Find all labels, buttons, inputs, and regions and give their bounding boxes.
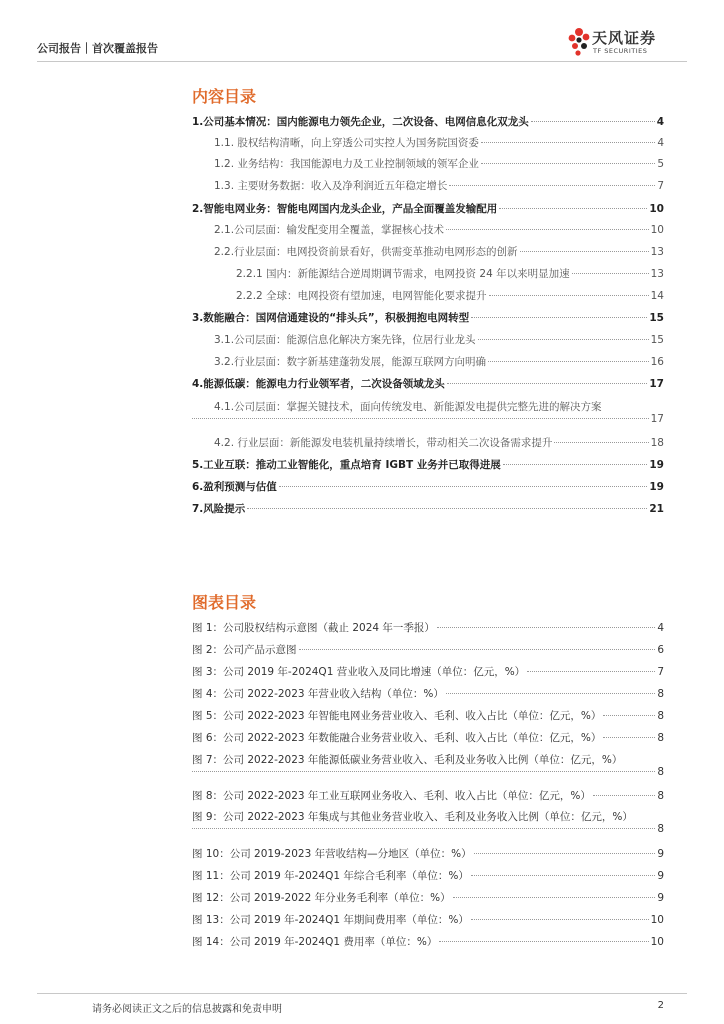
toc-item-text: 3.数能融合：国网信通建设的“排头兵”，积极拥抱电网转型 bbox=[192, 312, 470, 324]
logo-text-en: TF SECURITIES bbox=[593, 47, 648, 55]
figure-item[interactable] bbox=[192, 686, 664, 701]
figure-item-text: 图 5：公司 2022-2023 年智能电网业务营业收入、毛利、收入占比（单位：亿元，%） bbox=[192, 710, 602, 722]
figure-item-continuation bbox=[192, 823, 664, 835]
figure-item-page: 8 bbox=[657, 710, 664, 722]
page-number: 2 bbox=[657, 1000, 664, 1011]
flower-logo-icon bbox=[566, 25, 592, 59]
dot-leader bbox=[603, 737, 655, 738]
figure-item[interactable] bbox=[192, 868, 664, 883]
figure-item-page: 6 bbox=[657, 644, 664, 656]
toc-item-page: 17 bbox=[650, 413, 664, 425]
toc-item-page: 14 bbox=[650, 290, 664, 302]
dot-leader bbox=[593, 795, 655, 796]
figure-item-wrapped[interactable] bbox=[192, 809, 664, 824]
dot-leader bbox=[603, 715, 655, 716]
toc-item-text: 1.2. 业务结构：我国能源电力及工业控制领域的领军企业 bbox=[214, 158, 479, 170]
dot-leader bbox=[192, 771, 655, 772]
toc-item-text: 6.盈利预测与估值 bbox=[192, 481, 277, 493]
toc-item-page: 21 bbox=[649, 503, 664, 515]
figure-item-page: 7 bbox=[657, 666, 664, 678]
dot-leader bbox=[437, 627, 655, 628]
figure-item-continuation bbox=[192, 766, 664, 778]
toc-item-page: 17 bbox=[649, 378, 664, 390]
toc-item-text: 1.1. 股权结构清晰，向上穿透公司实控人为国务院国资委 bbox=[214, 137, 479, 149]
footer-disclaimer: 请务必阅读正文之后的信息披露和免责申明 bbox=[92, 1004, 282, 1015]
toc-item-page: 4 bbox=[656, 116, 664, 128]
dot-leader bbox=[499, 208, 647, 209]
toc-item[interactable] bbox=[192, 311, 664, 325]
toc-item[interactable] bbox=[192, 115, 664, 129]
toc-item-page: 10 bbox=[650, 224, 664, 236]
dot-leader bbox=[554, 442, 648, 443]
dot-leader bbox=[489, 295, 649, 296]
dot-leader bbox=[247, 508, 647, 509]
figure-item[interactable] bbox=[192, 730, 664, 745]
figure-item[interactable] bbox=[192, 934, 664, 949]
figure-item[interactable] bbox=[192, 788, 664, 803]
dot-leader bbox=[488, 361, 649, 362]
toc-item[interactable] bbox=[192, 179, 664, 193]
toc-item[interactable] bbox=[192, 136, 664, 150]
footer-divider bbox=[37, 993, 687, 994]
figure-item-text: 图 1：公司股权结构示意图（截止 2024 年一季报） bbox=[192, 622, 435, 634]
figure-item-wrapped[interactable] bbox=[192, 752, 664, 767]
toc-item-page: 15 bbox=[650, 334, 664, 346]
figure-item-page: 9 bbox=[657, 848, 664, 860]
report-type-header: 公司报告｜首次覆盖报告 bbox=[37, 42, 158, 55]
toc-item-page: 15 bbox=[649, 312, 664, 324]
toc-item-page: 5 bbox=[657, 158, 664, 170]
figure-item-page: 8 bbox=[657, 790, 664, 802]
figure-item[interactable] bbox=[192, 708, 664, 723]
toc-item-text: 2.智能电网业务：智能电网国内龙头企业，产品全面覆盖发输配用 bbox=[192, 203, 498, 215]
figure-item-text: 图 11：公司 2019 年-2024Q1 年综合毛利率（单位：%） bbox=[192, 870, 469, 882]
toc-item-continuation bbox=[192, 413, 664, 425]
logo-text-cn: 天风证券 bbox=[592, 29, 657, 47]
figure-item-page: 8 bbox=[657, 688, 664, 700]
dot-leader bbox=[449, 185, 655, 186]
figure-item-page: 8 bbox=[657, 766, 664, 778]
figure-item-page: 9 bbox=[657, 870, 664, 882]
toc-item-text: 3.1.公司层面：能源信息化解决方案先锋，位居行业龙头 bbox=[214, 334, 476, 346]
toc-item-text: 4.1.公司层面：掌握关键技术，面向传统发电、新能源发电提供完整先进的解决方案 bbox=[214, 401, 602, 413]
toc-item[interactable] bbox=[192, 480, 664, 494]
figure-item-text: 图 4：公司 2022-2023 年营业收入结构（单位：%） bbox=[192, 688, 444, 700]
toc-item-text: 1.3. 主要财务数据：收入及净利润近五年稳定增长 bbox=[214, 180, 448, 192]
toc-item-text: 4.2. 行业层面：新能源发电装机量持续增长，带动相关二次设备需求提升 bbox=[214, 437, 553, 449]
toc-item-text: 1.公司基本情况：国内能源电力领先企业，二次设备、电网信息化双龙头 bbox=[192, 116, 529, 128]
toc-item[interactable] bbox=[192, 502, 664, 516]
toc-item-page: 4 bbox=[657, 137, 664, 149]
toc-item[interactable] bbox=[192, 202, 664, 216]
toc-item-text: 7.风险提示 bbox=[192, 503, 246, 515]
toc-item[interactable] bbox=[192, 436, 664, 450]
tf-securities-logo bbox=[566, 24, 686, 60]
toc-item-text: 4.能源低碳：能源电力行业领军者，二次设备领域龙头 bbox=[192, 378, 445, 390]
toc-item[interactable] bbox=[192, 355, 664, 369]
toc-item-page: 13 bbox=[650, 268, 664, 280]
dot-leader bbox=[446, 693, 655, 694]
toc-item-page: 13 bbox=[650, 246, 664, 258]
figure-item-text: 图 13：公司 2019 年-2024Q1 年期间费用率（单位：%） bbox=[192, 914, 469, 926]
toc-item-page: 16 bbox=[650, 356, 664, 368]
toc-item[interactable] bbox=[192, 333, 664, 347]
figure-item-text: 图 2：公司产品示意图 bbox=[192, 644, 297, 656]
toc-item[interactable] bbox=[192, 157, 664, 171]
figures-title: 图表目录 bbox=[192, 593, 257, 612]
toc-item-text: 2.2.2 全球：电网投资有望加速，电网智能化要求提升 bbox=[236, 290, 487, 302]
figure-item[interactable] bbox=[192, 620, 664, 635]
toc-item[interactable] bbox=[192, 377, 664, 391]
toc-item-text: 5.工业互联：推动工业智能化，重点培育 IGBT 业务并已取得进展 bbox=[192, 459, 501, 471]
toc-item-page: 18 bbox=[650, 437, 664, 449]
figure-item-text: 图 14：公司 2019 年-2024Q1 费用率（单位：%） bbox=[192, 936, 438, 948]
figure-item-text: 图 7：公司 2022-2023 年能源低碳业务营业收入、毛利及业务收入比例（单位：亿元，%） bbox=[192, 754, 623, 766]
dot-leader bbox=[299, 649, 656, 650]
dot-leader bbox=[520, 251, 649, 252]
figure-item-page: 8 bbox=[657, 823, 664, 835]
dot-leader bbox=[447, 383, 648, 384]
toc-item-text: 2.1.公司层面：输发配变用全覆盖，掌握核心技术 bbox=[214, 224, 445, 236]
toc-item[interactable] bbox=[192, 245, 664, 259]
figure-item-text: 图 6：公司 2022-2023 年数能融合业务营业收入、毛利、收入占比（单位：亿元，%） bbox=[192, 732, 602, 744]
dot-leader bbox=[527, 671, 655, 672]
dot-leader bbox=[192, 828, 655, 829]
figure-item-text: 图 10：公司 2019-2023 年营收结构—分地区（单位：%） bbox=[192, 848, 472, 860]
dot-leader bbox=[572, 273, 649, 274]
figure-item[interactable] bbox=[192, 912, 664, 927]
dot-leader bbox=[471, 317, 647, 318]
dot-leader bbox=[471, 875, 655, 876]
dot-leader bbox=[531, 121, 655, 122]
dot-leader bbox=[279, 486, 648, 487]
toc-item[interactable] bbox=[192, 223, 664, 237]
toc-item-text: 2.2.行业层面：电网投资前景看好，供需变革推动电网形态的创新 bbox=[214, 246, 518, 258]
dot-leader bbox=[474, 853, 656, 854]
figure-item[interactable] bbox=[192, 846, 664, 861]
dot-leader bbox=[446, 229, 649, 230]
dot-leader bbox=[481, 163, 655, 164]
figure-item-page: 10 bbox=[650, 914, 664, 926]
toc-item-page: 19 bbox=[649, 459, 664, 471]
toc-title: 内容目录 bbox=[192, 87, 257, 106]
dot-leader bbox=[453, 897, 656, 898]
toc-item-wrapped[interactable] bbox=[192, 399, 664, 414]
toc-item-text: 2.2.1 国内：新能源结合逆周期调节需求，电网投资 24 年以来明显加速 bbox=[236, 268, 570, 280]
dot-leader bbox=[192, 418, 649, 419]
toc-item[interactable] bbox=[192, 289, 664, 303]
dot-leader bbox=[478, 339, 649, 340]
toc-item-page: 19 bbox=[649, 481, 664, 493]
figure-item-page: 9 bbox=[657, 892, 664, 904]
figure-item-page: 8 bbox=[657, 732, 664, 744]
figure-item-page: 10 bbox=[650, 936, 664, 948]
figure-item-text: 图 3：公司 2019 年-2024Q1 营业收入及同比增速（单位：亿元，%） bbox=[192, 666, 526, 678]
figure-item-text: 图 12：公司 2019-2022 年分业务毛利率（单位：%） bbox=[192, 892, 451, 904]
dot-leader bbox=[471, 919, 649, 920]
dot-leader bbox=[503, 464, 648, 465]
figure-item-page: 4 bbox=[657, 622, 664, 634]
figure-item-text: 图 8：公司 2022-2023 年工业互联网业务收入、毛利、收入占比（单位：亿元，%） bbox=[192, 790, 591, 802]
dot-leader bbox=[481, 142, 655, 143]
figure-item[interactable] bbox=[192, 890, 664, 905]
figure-item[interactable] bbox=[192, 664, 664, 679]
figure-item-text: 图 9：公司 2022-2023 年集成与其他业务营业收入、毛利及业务收入比例（单位：亿元，%） bbox=[192, 811, 633, 823]
dot-leader bbox=[439, 941, 648, 942]
toc-item-text: 3.2.行业层面：数字新基建蓬勃发展，能源互联网方向明确 bbox=[214, 356, 487, 368]
toc-item-page: 7 bbox=[657, 180, 664, 192]
toc-item[interactable] bbox=[192, 267, 664, 281]
header-divider bbox=[37, 61, 687, 62]
toc-item-page: 10 bbox=[649, 203, 664, 215]
figure-item[interactable] bbox=[192, 642, 664, 657]
toc-item[interactable] bbox=[192, 458, 664, 472]
